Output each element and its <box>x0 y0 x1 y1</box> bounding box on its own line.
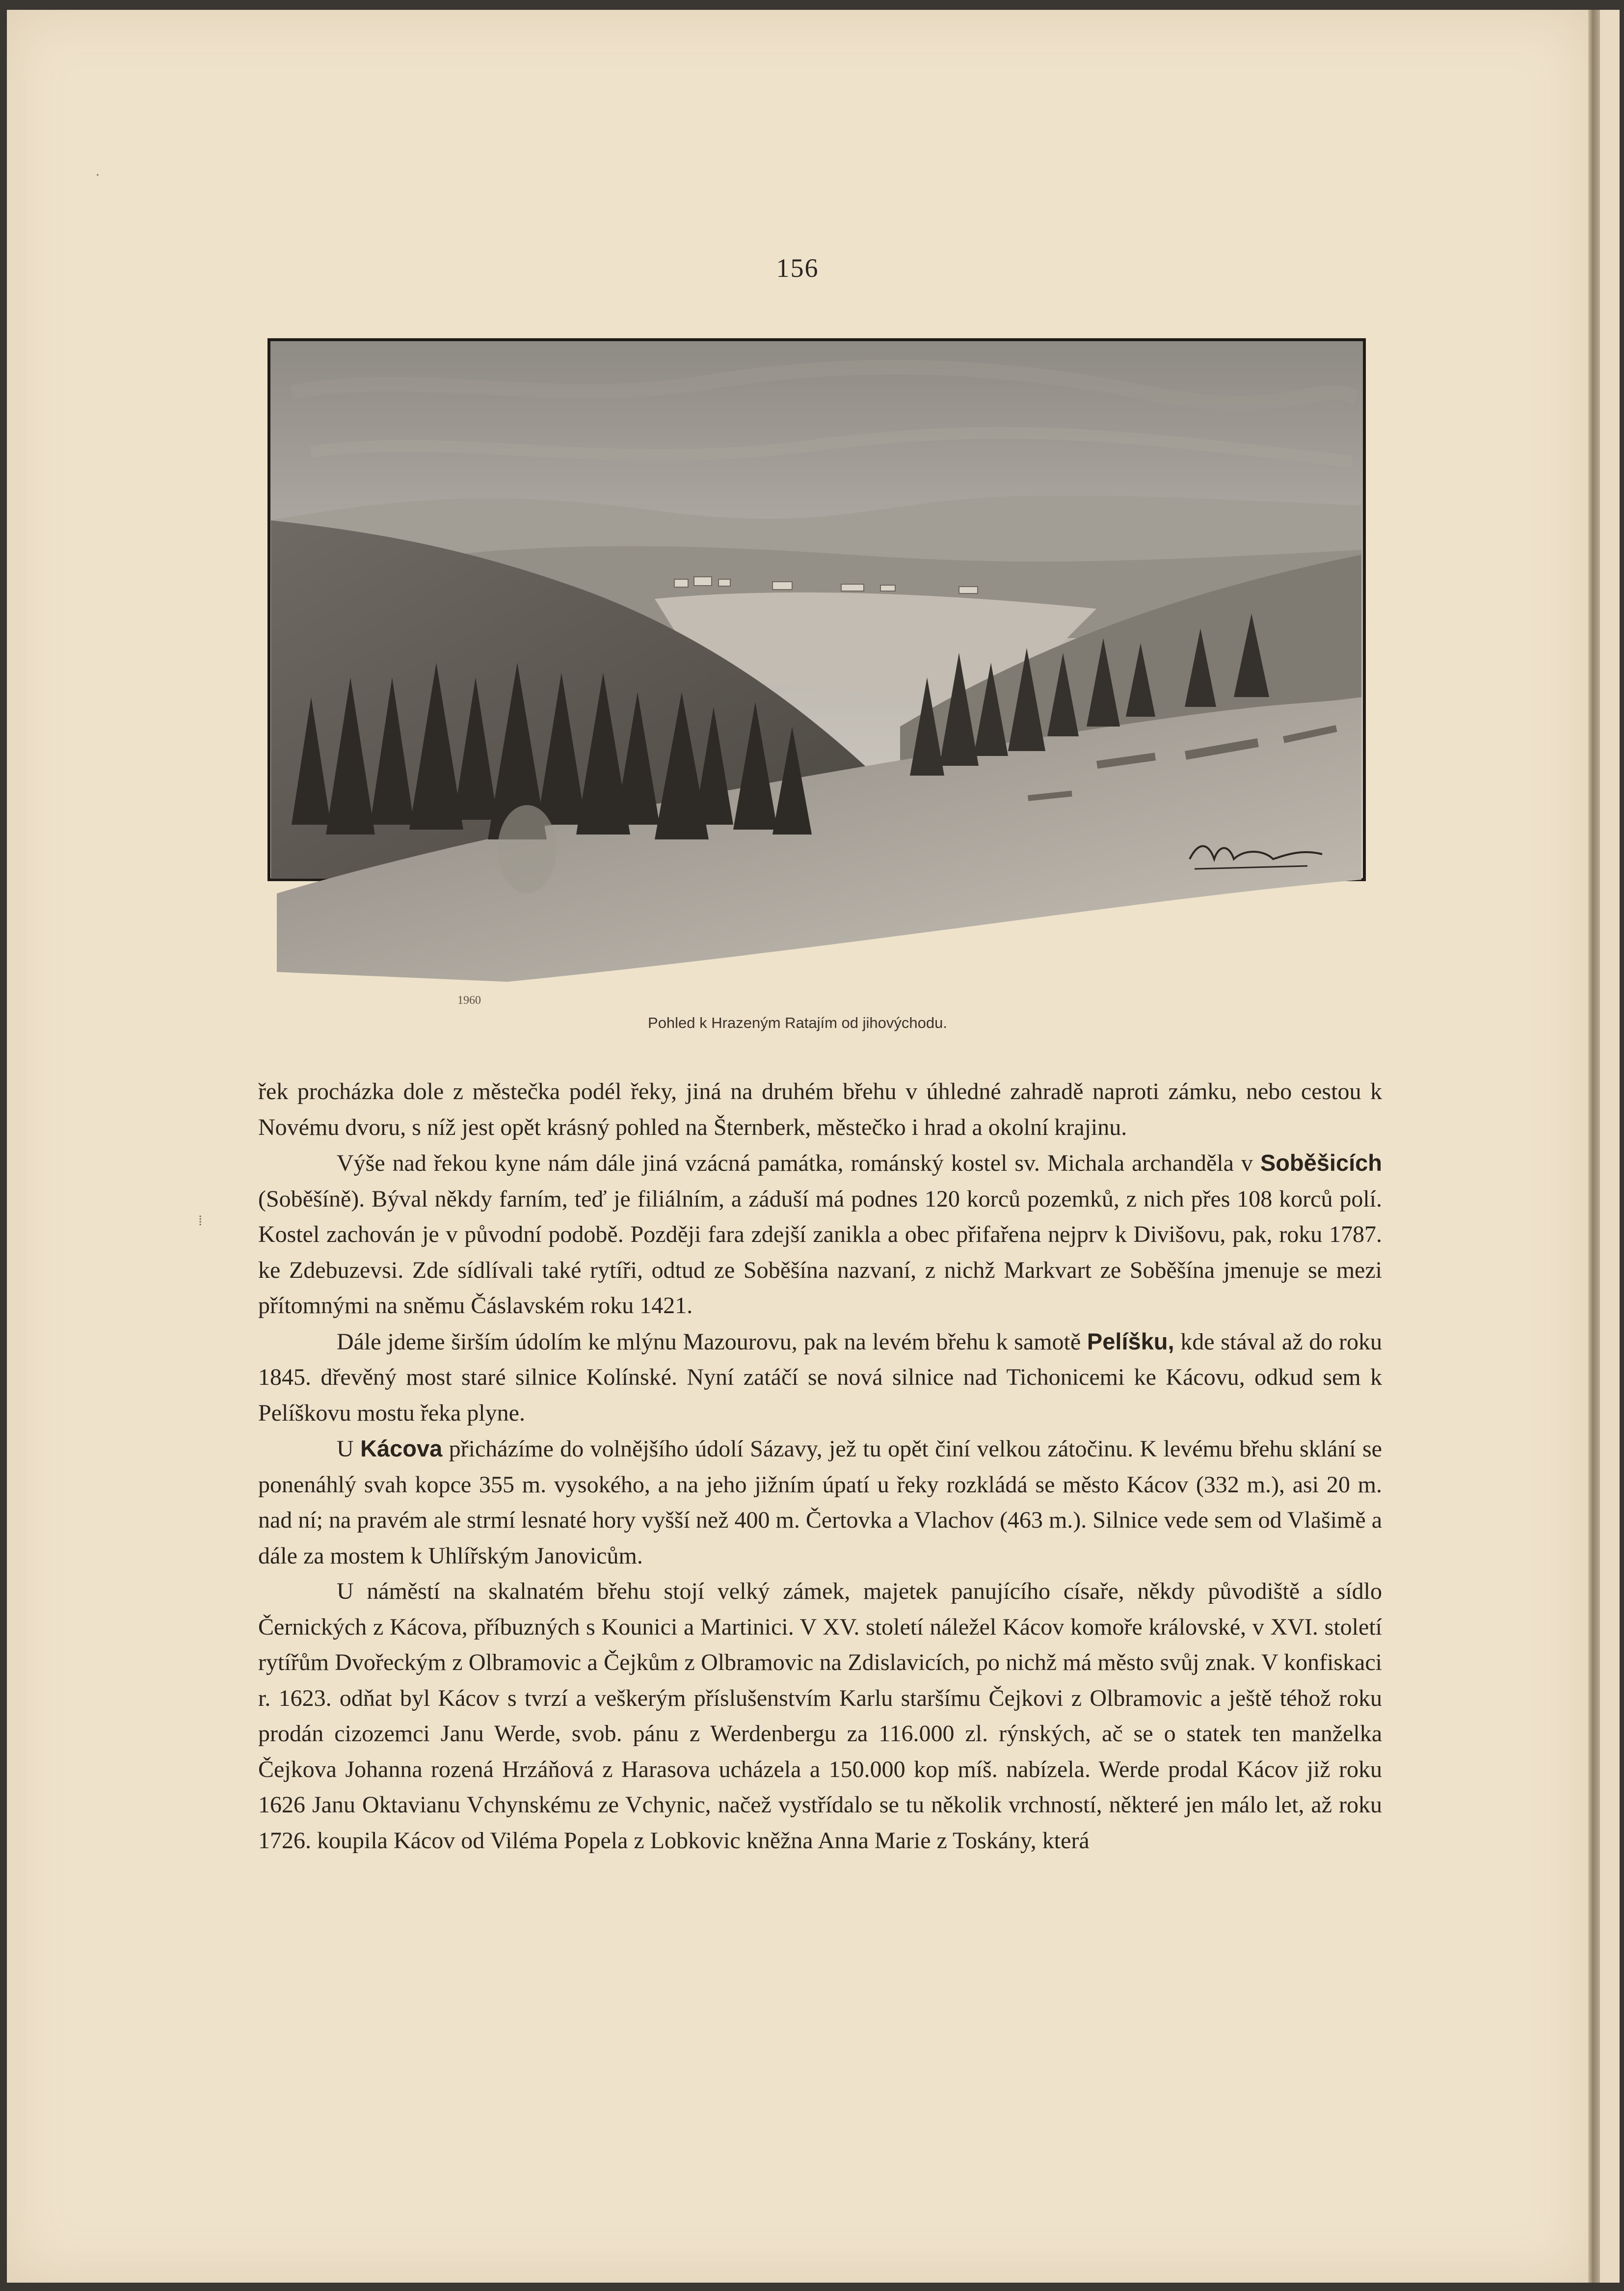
text-run: (Soběšíně). Býval někdy farním, teď je filiálním, a záduší má podnes 120 korců pozemků, z nich přes 108 korců polí. Kostel zachován je v původní podobě. Později fara zdejší zanikla a obec přifařena nejprv k Divišovu, pak, roku 1787. ke Zdebuzevsi. Zde sídlívali také rytíři, odtud ze Soběšína nazvaní, z nichž Markvart ze Soběšína jmenuje se mezi přítomnými na sněmu Čáslavském roku 1421. <box>258 1186 1382 1319</box>
paragraph <box>258 1145 1382 1324</box>
text-run: kde stával až do roku 1845. dřevěný most staré silnice Kolínské. Nyní zatáčí se nová silnice nad Tichonicemi ke Kácovu, odkud sem k Pelíškovu mostu řeka plyne. <box>258 1328 1383 1426</box>
place-name: Pelíšku, <box>1087 1328 1174 1354</box>
paragraph <box>258 1074 1382 1145</box>
paragraph <box>258 1324 1382 1431</box>
text-run: řek procházka dole z městečka podél řeky, jiná na druhém břehu v úhledné zahradě naproti zámku, nebo cestou k Novému dvoru, s níž jest opět krásný pohled na Šternberk, městečko i hrad a okolní krajinu. <box>258 1078 1382 1140</box>
page-edge <box>1588 10 1600 2283</box>
text-run: U náměstí na skalnatém břehu stojí velký zámek, majetek panujícího císaře, někdy původiště a sídlo Černických z Kácova, příbuzných s Kounici a Martinici. V XV. století náležel Kácov komoře královské, v XVI. století rytířům Dvořeckým z Olbramovic a Čejkům z Olbramovic na Zdislavicích, po nichž má město svůj znak. V konfiskaci r. 1623. odňat byl Kácov s tvrzí a veškerým příslušenstvím Karlu staršímu Čejkovi z Olbramovic a ještě téhož roku prodán cizozemci Janu Werde, svob. pánu z Werdenbergu za 116.000 zl. rýnských, ač se o statek ten manželka Čejkova Johanna rozená Hrzáňová z Harasova ucházela a 150.000 kop míš. nabízela. Werde prodal Kácov již roku 1626 Janu Oktavianu Vchynskému ze Vchynic, načež vystřídalo se tu několik vrchností, některé jen málo let, až roku 1726. koupila Kácov od Viléma Popela z Lobkovic kněžna Anna Marie z Toskány, která <box>258 1578 1382 1854</box>
page-number: 156 <box>776 253 819 283</box>
text-run: Dále jdeme širším údolím ke mlýnu Mazourovu, pak na levém břehu k samotě <box>337 1328 1087 1355</box>
margin-speck: · <box>95 167 100 183</box>
body-text <box>258 1074 1382 1859</box>
figure-caption: Pohled k Hrazeným Ratajím od jihovýchodu. <box>648 1014 947 1031</box>
text-run: přicházíme do volnějšího údolí Sázavy, jež tu opět činí velkou zátočinu. K levému břehu sklání se ponenáhlý svah kopce 355 m. vysokého, a na jeho jižním úpatí u řeky rozkládá se město Kácov (332 m.), asi 20 m. nad ní; na pravém ale strmí lesnaté hory vyšší než 400 m. Čertovka a Vlachov (463 m.). Silnice vede sem od Vlašimě a dále za mostem k Uhlířským Janovicům. <box>258 1436 1382 1569</box>
paragraph <box>258 1574 1382 1859</box>
plate-number: 1960 <box>457 994 481 1007</box>
margin-speck: ⁞ <box>198 1213 203 1229</box>
place-name: Soběšicích <box>1260 1150 1382 1176</box>
text-run: U <box>337 1436 361 1462</box>
paragraph <box>258 1431 1382 1574</box>
book-page <box>7 10 1588 2283</box>
text-run: Výše nad řekou kyne nám dále jiná vzácná památka, románský kostel sv. Michala archanděla v <box>337 1150 1260 1176</box>
place-name: Kácova <box>360 1435 443 1461</box>
next-page-edge <box>1600 10 1620 2283</box>
landscape-engraving <box>262 334 1373 992</box>
